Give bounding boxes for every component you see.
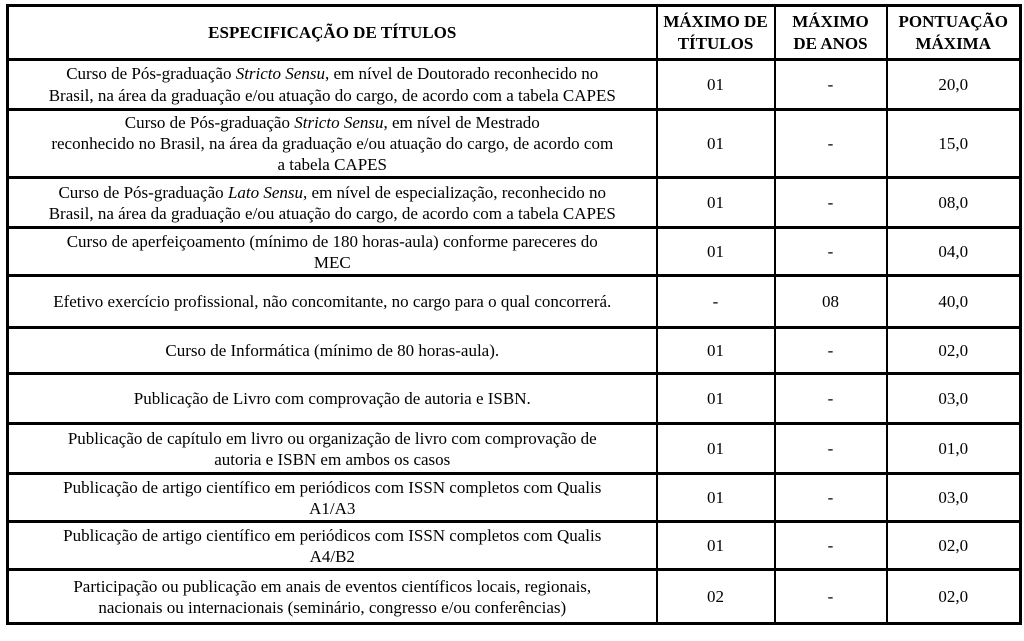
max-anos-cell: - — [775, 522, 887, 570]
max-titulos-cell: 01 — [657, 178, 775, 228]
spec-text: Efetivo exercício profissional, não concomitante, no cargo para o qual concorrerá. — [53, 292, 612, 312]
spec-cell — [8, 110, 657, 178]
latin-term: Stricto Sensu — [294, 113, 384, 132]
max-anos-cell: - — [775, 110, 887, 178]
latin-term: Lato Sensu — [227, 182, 304, 202]
max-anos-cell: - — [775, 228, 887, 276]
pontuacao-maxima-cell: 20,0 — [887, 60, 1021, 110]
spec-cell — [8, 228, 657, 276]
table-row-2 — [8, 110, 1021, 178]
spec-text: Curso de Informática (mínimo de 80 horas-aula). — [165, 341, 500, 361]
table-row-10 — [8, 522, 1021, 570]
spec-text: Curso de Pós-graduação — [66, 64, 236, 84]
pontuacao-maxima-cell: 01,0 — [887, 424, 1021, 474]
max-anos-cell: - — [775, 424, 887, 474]
latin-term: Stricto Sensu — [235, 64, 325, 84]
max-titulos-cell: 01 — [657, 374, 775, 424]
spec-text: Brasil, na área da graduação e/ou atuação do cargo, de acordo com a tabela CAPES — [48, 85, 616, 105]
spec-text: , em nível de Doutorado reconhecido no — [324, 64, 599, 84]
table-row-1 — [8, 60, 1021, 110]
spec-text: Publicação de Livro com comprovação de autoria e ISBN. — [133, 389, 531, 409]
max-titulos-cell: 01 — [657, 424, 775, 474]
spec-cell — [8, 276, 657, 328]
table-body — [8, 60, 1021, 624]
max-titulos-cell: 01 — [657, 228, 775, 276]
header-row — [8, 6, 1021, 60]
max-titulos-cell: 01 — [657, 474, 775, 522]
titles-specification-table — [6, 4, 1022, 625]
spec-text: Publicação de artigo científico em periódicos com ISSN completos com Qualis — [63, 477, 602, 497]
spec-text: Publicação de capítulo em livro ou organização de livro com comprovação de — [67, 428, 597, 448]
table-row-5 — [8, 276, 1021, 328]
spec-text: autoria e ISBN em ambos os casos — [214, 449, 451, 469]
spec-text: Curso de Pós-graduação — [58, 182, 228, 202]
table-header — [8, 6, 1021, 60]
column-header-especificacao-de-titulos: ESPECIFICAÇÃO DE TÍTULOS — [8, 6, 657, 60]
max-anos-cell: - — [775, 570, 887, 624]
column-header-maximo-de-anos: MÁXIMO DE ANOS — [775, 6, 887, 60]
spec-text: a tabela CAPES — [277, 155, 388, 175]
pontuacao-maxima-cell: 02,0 — [887, 570, 1021, 624]
spec-text: nacionais ou internacionais (seminário, congresso e/ou conferências) — [98, 597, 567, 617]
spec-cell — [8, 522, 657, 570]
pontuacao-maxima-cell: 02,0 — [887, 328, 1021, 374]
pontuacao-maxima-cell: 02,0 — [887, 522, 1021, 570]
max-anos-cell: - — [775, 60, 887, 110]
table-row-6 — [8, 328, 1021, 374]
max-anos-cell: - — [775, 178, 887, 228]
pontuacao-maxima-cell: 03,0 — [887, 374, 1021, 424]
spec-cell — [8, 474, 657, 522]
max-anos-cell: 08 — [775, 276, 887, 328]
spec-text: MEC — [313, 252, 351, 272]
max-titulos-cell: 01 — [657, 522, 775, 570]
table-row-11 — [8, 570, 1021, 624]
spec-cell — [8, 570, 657, 624]
spec-text: Participação ou publicação em anais de eventos científicos locais, regionais, — [73, 576, 592, 596]
spec-cell — [8, 424, 657, 474]
column-header-maximo-de-titulos: MÁXIMO DE TÍTULOS — [657, 6, 775, 60]
max-titulos-cell: 02 — [657, 570, 775, 624]
max-titulos-cell: 01 — [657, 328, 775, 374]
spec-text: Brasil, na área da graduação e/ou atuação do cargo, de acordo com a tabela CAPES — [48, 203, 616, 223]
max-titulos-cell: 01 — [657, 110, 775, 178]
max-anos-cell: - — [775, 374, 887, 424]
spec-text: A1/A3 — [309, 498, 356, 518]
spec-text: A4/B2 — [309, 546, 355, 566]
spec-cell — [8, 178, 657, 228]
column-header-pontuacao-maxima: PONTUAÇÃO MÁXIMA — [887, 6, 1021, 60]
spec-cell — [8, 60, 657, 110]
table-row-9 — [8, 474, 1021, 522]
spec-cell — [8, 374, 657, 424]
max-titulos-cell: - — [657, 276, 775, 328]
max-anos-cell: - — [775, 328, 887, 374]
max-titulos-cell: 01 — [657, 60, 775, 110]
pontuacao-maxima-cell: 03,0 — [887, 474, 1021, 522]
spec-cell — [8, 328, 657, 374]
table-row-4 — [8, 228, 1021, 276]
pontuacao-maxima-cell: 40,0 — [887, 276, 1021, 328]
pontuacao-maxima-cell: 15,0 — [887, 110, 1021, 178]
spec-text: Curso de aperfeiçoamento (mínimo de 180 horas-aula) conforme pareceres do — [66, 231, 598, 251]
table-row-8 — [8, 424, 1021, 474]
spec-text: Publicação de artigo científico em periódicos com ISSN completos com Qualis — [63, 525, 602, 545]
spec-text: reconhecido no Brasil, na área da graduação e/ou atuação do cargo, de acordo com — [51, 134, 614, 154]
table-row-7 — [8, 374, 1021, 424]
spec-text: , em nível de especialização, reconhecido no — [303, 182, 607, 202]
spec-text: Curso de Pós-graduação — [124, 113, 295, 132]
pontuacao-maxima-cell: 08,0 — [887, 178, 1021, 228]
table-row-3 — [8, 178, 1021, 228]
pontuacao-maxima-cell: 04,0 — [887, 228, 1021, 276]
spec-text: , em nível de Mestrado — [383, 113, 540, 132]
max-anos-cell: - — [775, 474, 887, 522]
